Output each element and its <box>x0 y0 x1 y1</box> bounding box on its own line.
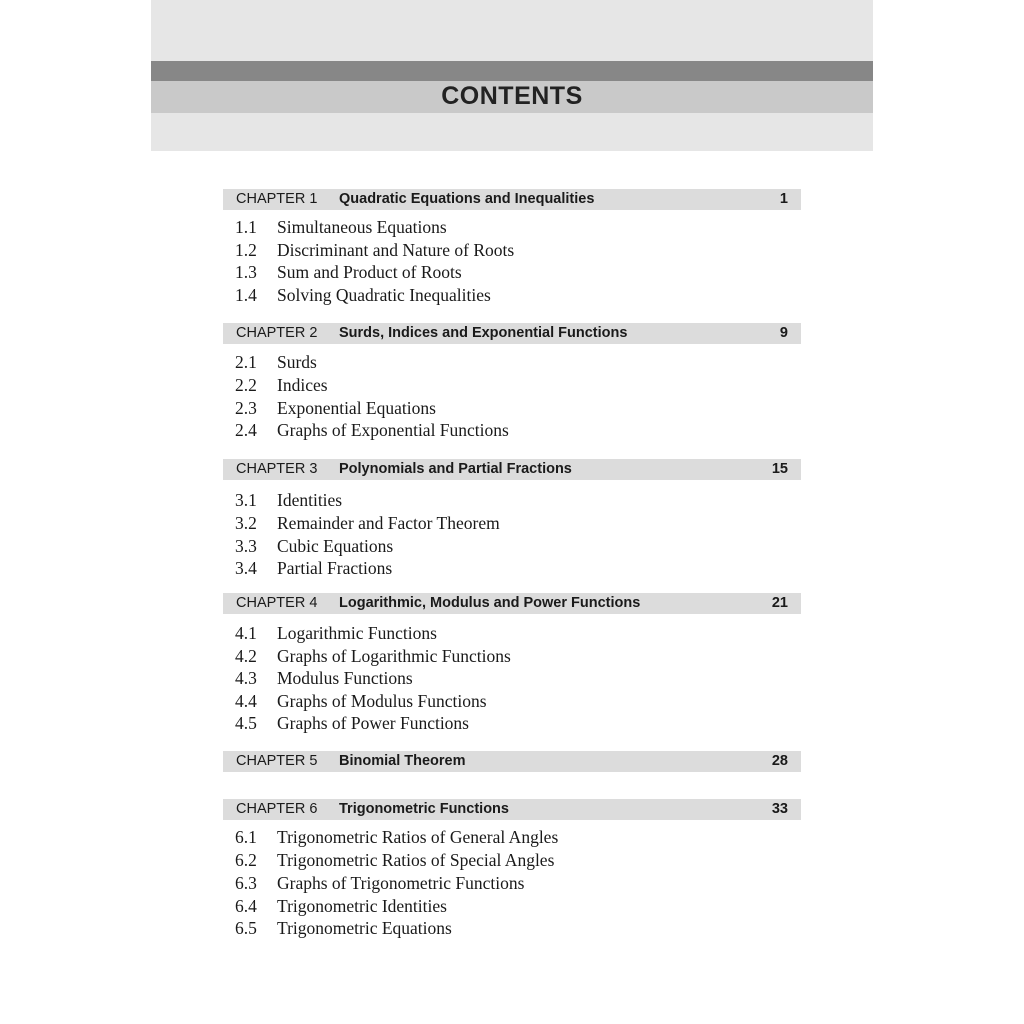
header-banner <box>151 0 873 151</box>
section-title: Graphs of Power Functions <box>277 713 469 733</box>
section-item[interactable] <box>235 850 554 871</box>
chapter-header-5[interactable] <box>223 751 801 772</box>
section-number: 4.2 <box>235 646 257 666</box>
section-number: 6.5 <box>235 918 257 938</box>
chapter-header-1[interactable] <box>223 189 801 210</box>
section-item[interactable] <box>235 262 462 283</box>
section-number: 4.1 <box>235 623 257 643</box>
chapter-header-2[interactable] <box>223 323 801 344</box>
section-title: Graphs of Modulus Functions <box>277 691 487 711</box>
chapter-title: Trigonometric Functions <box>339 801 509 817</box>
section-title: Surds <box>277 352 317 372</box>
section-item[interactable] <box>235 558 392 579</box>
section-item[interactable] <box>235 691 487 712</box>
section-item[interactable] <box>235 623 437 644</box>
section-title: Solving Quadratic Inequalities <box>277 285 491 305</box>
section-title: Discriminant and Nature of Roots <box>277 240 515 260</box>
section-number: 1.3 <box>235 262 257 282</box>
section-title: Trigonometric Identities <box>277 896 447 916</box>
section-title: Indices <box>277 375 328 395</box>
section-number: 6.3 <box>235 873 257 893</box>
section-number: 6.4 <box>235 896 257 916</box>
chapter-page-number: 28 <box>771 753 788 769</box>
section-item[interactable] <box>235 646 511 667</box>
section-title: Sum and Product of Roots <box>277 262 462 282</box>
section-title: Exponential Equations <box>277 398 436 418</box>
chapter-title: Quadratic Equations and Inequalities <box>339 191 595 207</box>
section-title: Partial Fractions <box>277 558 393 578</box>
section-item[interactable] <box>235 490 342 511</box>
section-item[interactable] <box>235 827 558 848</box>
section-item[interactable] <box>235 713 469 734</box>
section-item[interactable] <box>235 896 447 917</box>
chapter-label: CHAPTER 6 <box>236 801 318 817</box>
section-title: Identities <box>277 490 343 510</box>
section-item[interactable] <box>235 352 317 373</box>
section-number: 4.3 <box>235 668 257 688</box>
chapter-label: CHAPTER 3 <box>236 461 318 477</box>
section-item[interactable] <box>235 513 500 534</box>
page-title: CONTENTS <box>441 82 583 110</box>
chapter-title: Logarithmic, Modulus and Power Functions <box>339 595 641 611</box>
section-item[interactable] <box>235 240 514 261</box>
section-title: Graphs of Trigonometric Functions <box>277 873 525 893</box>
section-number: 3.3 <box>235 536 257 556</box>
section-title: Trigonometric Ratios of Special Angles <box>277 850 555 870</box>
section-number: 2.1 <box>235 352 257 372</box>
section-title: Trigonometric Equations <box>277 918 452 938</box>
section-number: 6.1 <box>235 827 257 847</box>
section-item[interactable] <box>235 420 509 441</box>
chapter-header-4[interactable] <box>223 593 801 614</box>
section-item[interactable] <box>235 375 328 396</box>
chapter-title: Surds, Indices and Exponential Functions <box>339 325 628 341</box>
section-number: 3.1 <box>235 490 257 510</box>
section-title: Simultaneous Equations <box>277 217 447 237</box>
section-number: 2.3 <box>235 398 257 418</box>
section-title: Modulus Functions <box>277 668 413 688</box>
section-number: 6.2 <box>235 850 257 870</box>
section-item[interactable] <box>235 918 452 939</box>
chapter-page-number: 1 <box>779 191 788 207</box>
section-number: 3.2 <box>235 513 257 533</box>
section-number: 1.2 <box>235 240 257 260</box>
chapter-label: CHAPTER 5 <box>236 753 318 769</box>
chapter-label: CHAPTER 2 <box>236 325 318 341</box>
section-number: 2.2 <box>235 375 257 395</box>
section-title: Cubic Equations <box>277 536 394 556</box>
section-item[interactable] <box>235 217 447 238</box>
section-title: Logarithmic Functions <box>277 623 437 643</box>
section-item[interactable] <box>235 536 393 557</box>
chapter-label: CHAPTER 1 <box>236 191 318 207</box>
chapter-header-6[interactable] <box>223 799 801 820</box>
section-title: Trigonometric Ratios of General Angles <box>277 827 559 847</box>
section-item[interactable] <box>235 285 491 306</box>
chapter-header-3[interactable] <box>223 459 801 480</box>
chapter-page-number: 33 <box>771 801 788 817</box>
section-item[interactable] <box>235 668 413 689</box>
chapter-label: CHAPTER 4 <box>236 595 318 611</box>
section-number: 3.4 <box>235 558 257 578</box>
chapter-page-number: 9 <box>779 325 788 341</box>
section-title: Remainder and Factor Theorem <box>277 513 500 533</box>
section-number: 1.1 <box>235 217 257 237</box>
chapter-title: Polynomials and Partial Fractions <box>339 461 572 477</box>
chapter-page-number: 21 <box>771 595 788 611</box>
chapter-title: Binomial Theorem <box>339 753 466 769</box>
header-dark-stripe <box>151 61 873 81</box>
section-title: Graphs of Logarithmic Functions <box>277 646 511 666</box>
chapter-page-number: 15 <box>771 461 788 477</box>
section-number: 4.4 <box>235 691 257 711</box>
section-item[interactable] <box>235 398 436 419</box>
section-title: Graphs of Exponential Functions <box>277 420 509 440</box>
section-item[interactable] <box>235 873 524 894</box>
section-number: 2.4 <box>235 420 257 440</box>
section-number: 1.4 <box>235 285 257 305</box>
section-number: 4.5 <box>235 713 257 733</box>
